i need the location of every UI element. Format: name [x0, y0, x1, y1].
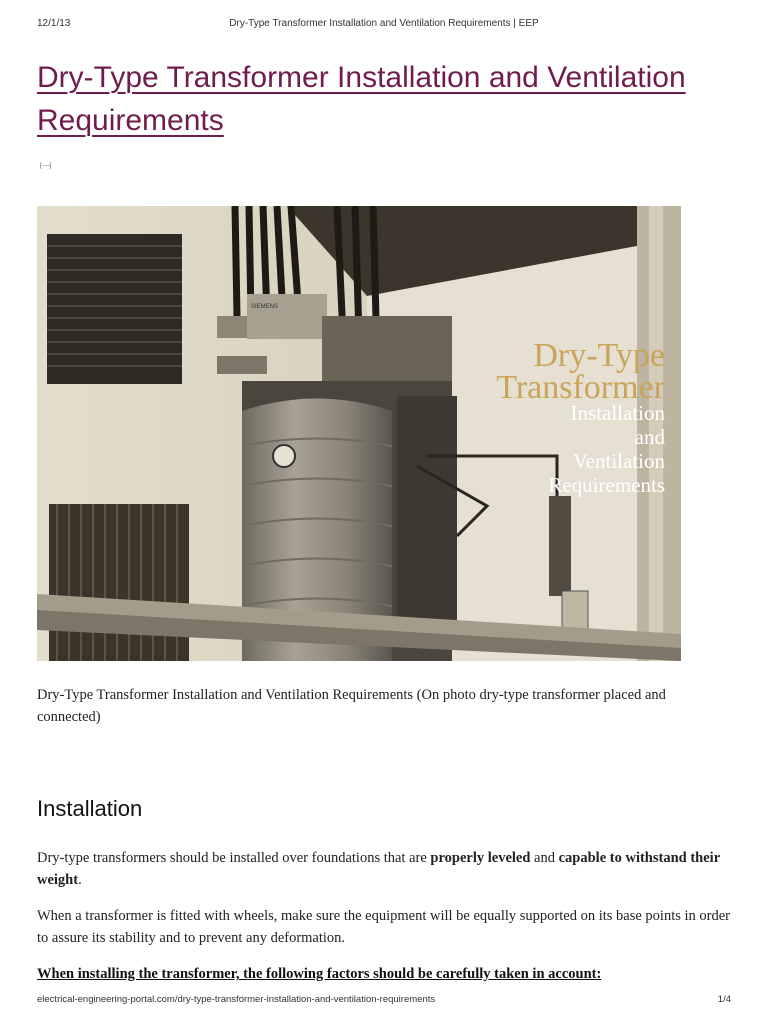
- article-title[interactable]: Dry-Type Transformer Installation and Ventilation Requirements: [37, 61, 686, 137]
- section-heading-installation: Installation: [37, 796, 143, 821]
- para1-text-2: and: [530, 850, 559, 866]
- overlay-title-line1: Dry-Type: [533, 337, 665, 374]
- image-caption: Dry-Type Transformer Installation and Ventilation Requirements (On photo dry-type transformer placed and connected): [37, 687, 666, 725]
- overlay-sub-line4: Requirements: [548, 473, 665, 497]
- overlay-sub-line1: Installation: [570, 401, 665, 425]
- para1-text-3: .: [78, 872, 82, 888]
- para1-text-1: Dry-type transformers should be installed over foundations that are: [37, 850, 431, 866]
- paragraph-factors-heading: When installing the transformer, the following factors should be carefully taken in account:: [37, 966, 602, 982]
- paragraph-foundations: [37, 847, 733, 891]
- page-number: 1/4: [717, 994, 731, 1005]
- paragraph-wheels: When a transformer is fitted with wheels, make sure the equipment will be equally supported on its base points in order to assure its stability and to prevent any deformation.: [37, 908, 731, 946]
- footer-url[interactable]: electrical-engineering-portal.com/dry-type-transformer-installation-and-ventilation-requirements: [37, 994, 436, 1005]
- brand-label: SIEMENS: [251, 304, 279, 310]
- overlay-sub-line3: Ventilation: [572, 449, 665, 473]
- print-date: 12/1/13: [37, 18, 71, 29]
- print-page-title: Dry-Type Transformer Installation and Ventilation Requirements | EEP: [229, 18, 539, 29]
- para1-bold-1: properly leveled: [430, 850, 531, 866]
- wall-louver-top: [47, 234, 182, 384]
- para1-bold-2: capable to withstand their weight: [37, 850, 720, 888]
- transformer-photo: [37, 206, 681, 661]
- wall-louver-bottom: [49, 504, 189, 661]
- overlay-title-line2: Transformer: [496, 369, 665, 406]
- print-footer: [37, 994, 731, 1005]
- overlay-sub-line2: and: [634, 425, 665, 449]
- broken-image-mark: [----]: [40, 163, 52, 169]
